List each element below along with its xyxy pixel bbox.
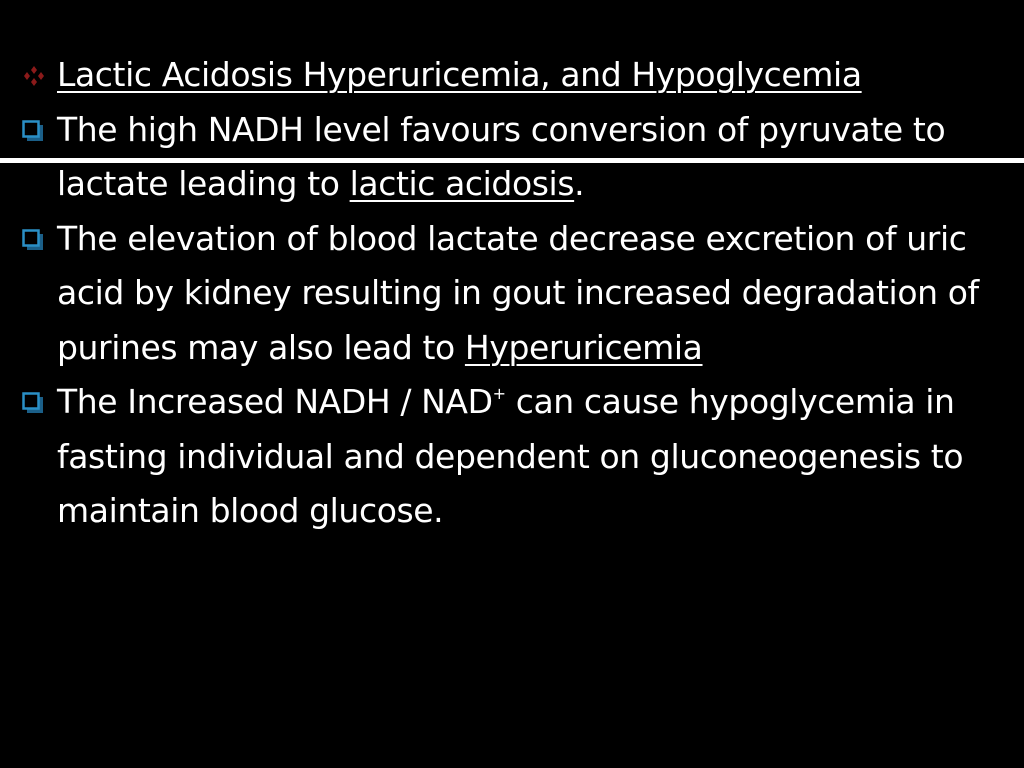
bullet-text: The Increased NADH / NAD	[57, 382, 493, 421]
hyperuricemia-term: Hyperuricemia	[464, 327, 703, 367]
square-checkbox-icon	[20, 103, 50, 158]
bullet-item-2	[20, 212, 1010, 376]
slide-heading: Lactic Acidosis Hyperuricemia, and Hypoglycemia	[57, 55, 862, 94]
superscript-plus: +	[492, 384, 506, 403]
bullet-item-1	[20, 103, 1010, 212]
bullet-text-end: can cause hypoglycemia in fasting individual and dependent on gluconeogenesis to maintain blood glucose.	[57, 382, 964, 530]
bullet-text: The high NADH level favours conversion of pyruvate to lactate leading to	[57, 109, 946, 203]
four-diamond-icon	[20, 48, 50, 103]
heading-item	[20, 48, 1010, 103]
bullet-item-3	[20, 375, 1010, 539]
slide-content	[20, 48, 1010, 539]
bullet-text: The elevation of blood lactate decrease excretion of uric acid by kidney resulting in gout increased degradation of purines may also lead to	[57, 218, 979, 367]
bullet-text-end: .	[574, 164, 585, 203]
lactic-acidosis-term: lactic acidosis	[349, 164, 575, 203]
square-checkbox-icon	[20, 375, 50, 430]
square-checkbox-icon	[20, 212, 50, 267]
